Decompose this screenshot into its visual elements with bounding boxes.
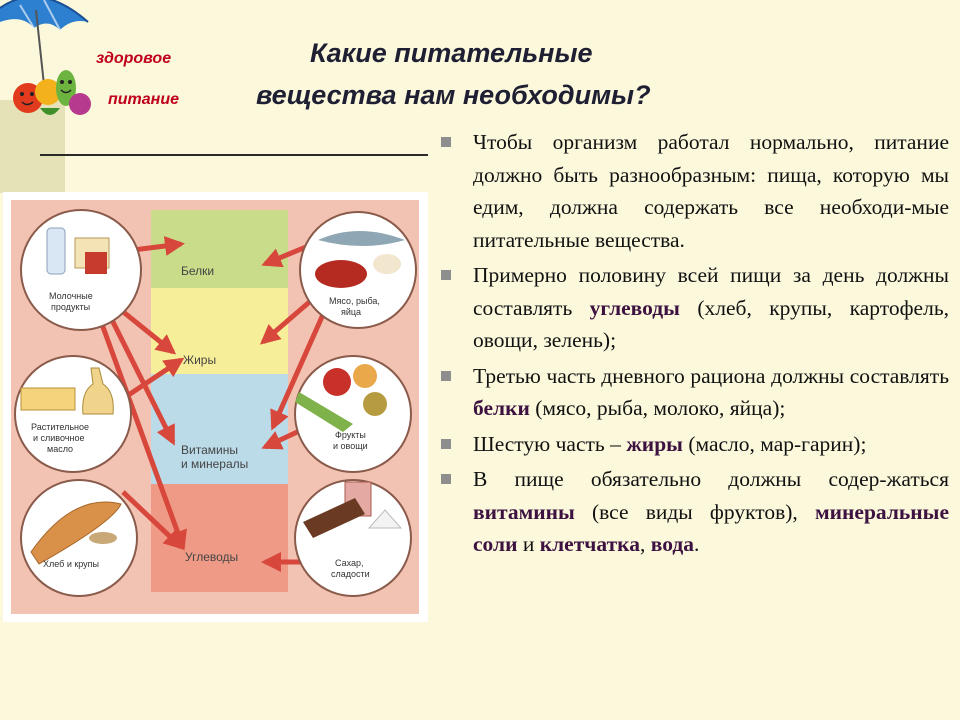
bullet-text: (мясо, рыба, молоко, яйца); <box>529 396 786 420</box>
keyword-proteins: белки <box>473 396 530 420</box>
label-fruit-1: Фрукты <box>335 430 366 440</box>
label-meat-1: Мясо, рыба, <box>329 296 380 306</box>
label-oil-2: и сливочное <box>33 433 85 443</box>
label-meat-2: яйца <box>341 307 362 317</box>
umbrella-logo <box>0 0 100 125</box>
bread-circle <box>21 480 137 596</box>
dairy-circle <box>21 210 141 330</box>
keyword-fats: жиры <box>626 431 683 456</box>
brand-line-2: питание <box>108 91 180 108</box>
fats-band <box>151 288 288 374</box>
oil-circle <box>15 356 131 472</box>
keyword-water: вода <box>650 532 694 556</box>
bullet-item <box>441 259 949 357</box>
label-fruit-2: и овощи <box>333 441 368 451</box>
bullet-text: и <box>517 532 540 556</box>
bullet-text: (хлеб, крупы, картофель, овощи, зелень); <box>473 295 949 352</box>
keyword-minerals: минеральные соли <box>473 499 949 556</box>
label-carbs: Углеводы <box>185 550 239 564</box>
title-underline <box>40 154 428 156</box>
label-sugar-2: сладости <box>331 569 370 579</box>
label-oil-1: Растительное <box>31 422 90 432</box>
label-oil-3: масло <box>47 444 74 454</box>
bullet-item <box>441 126 949 256</box>
label-vitamins-1: Витамины <box>181 443 238 457</box>
proteins-band <box>151 210 288 288</box>
keyword-fiber: клетчатка <box>539 532 640 556</box>
bullet-text: , <box>639 532 651 556</box>
bullet-item <box>441 463 949 561</box>
page-title-line-2: вещества нам необходимы? <box>256 80 651 110</box>
fruit-circle <box>295 356 411 472</box>
brand-line-1: здоровое <box>96 50 172 67</box>
bullet-text: (масло, мар-гарин); <box>682 431 867 456</box>
label-fats: Жиры <box>183 353 217 367</box>
label-proteins: Белки <box>181 264 215 278</box>
keyword-vitamins: витамины <box>473 499 575 524</box>
bullet-text: Примерно половину всей пищи за день должны составлять <box>473 263 949 320</box>
bullet-marker <box>441 137 451 147</box>
label-dairy-1: Молочные <box>49 291 93 301</box>
meat-circle <box>300 212 416 328</box>
sugar-circle <box>295 480 411 596</box>
bullet-text: Третью часть дневного рациона должны составлять <box>473 363 949 388</box>
bullet-text: Шестую часть – <box>473 431 627 456</box>
bullet-text: . <box>693 532 700 556</box>
bullet-marker <box>441 439 451 449</box>
bullet-marker <box>441 474 451 484</box>
page-title-line-1: Какие питательные <box>310 38 593 68</box>
bullet-item <box>441 428 949 461</box>
bullet-text: Чтобы организм работал нормально, питание должно быть разнообразным: пища, которую мы едим, должна содержать все необходи-мые питательные вещества. <box>473 130 949 252</box>
bullet-item <box>441 360 949 425</box>
label-vitamins-2: и минералы <box>181 457 249 471</box>
bullet-text: (все виды фруктов), <box>574 499 815 524</box>
label-bread: Хлеб и крупы <box>43 559 100 569</box>
label-sugar-1: Сахар, <box>335 558 364 568</box>
bullet-marker <box>441 371 451 381</box>
bullet-text: В пище обязательно должны содер-жаться <box>473 467 949 491</box>
nutrient-bullet-list <box>441 126 949 564</box>
bullet-marker <box>441 270 451 280</box>
keyword-carbs: углеводы <box>589 295 680 320</box>
nutrition-diagram <box>3 192 428 622</box>
label-dairy-2: продукты <box>51 302 91 312</box>
